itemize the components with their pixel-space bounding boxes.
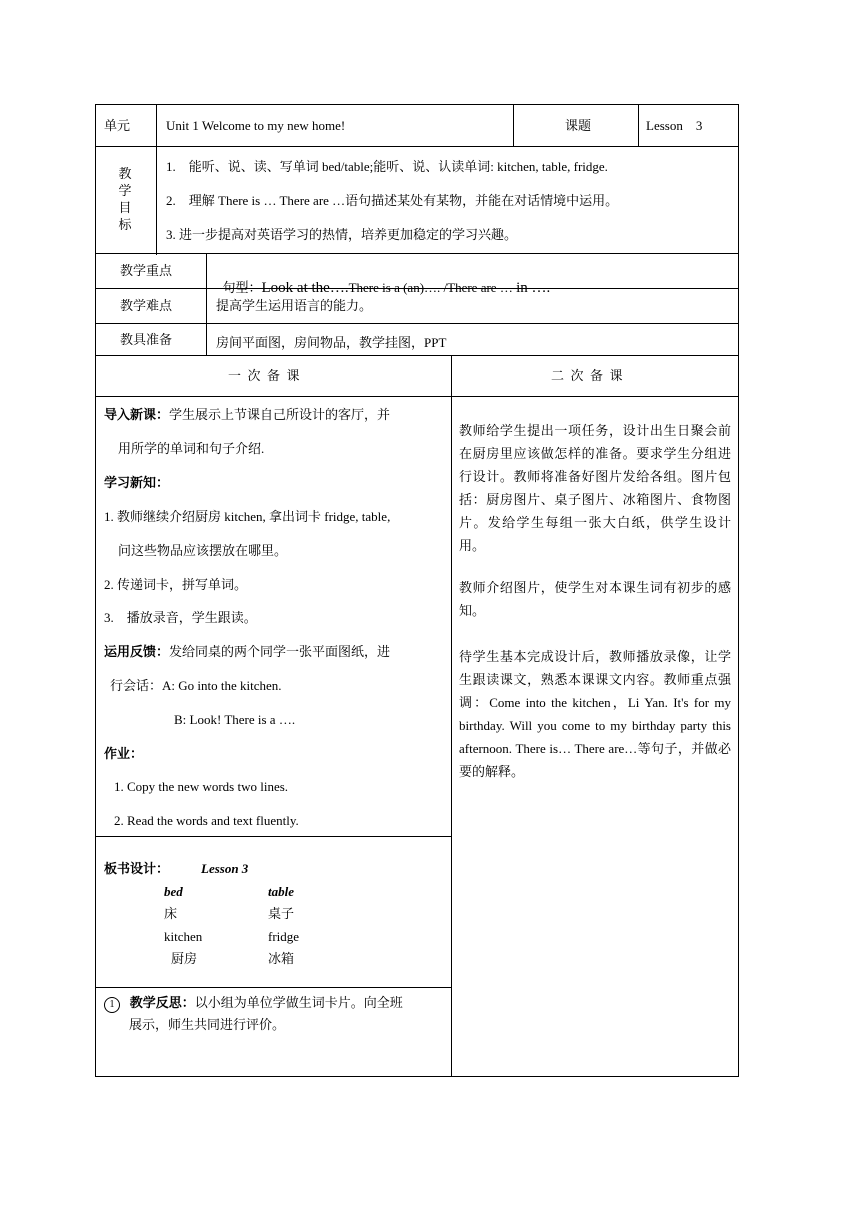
second-prep-paragraph: 教师给学生提出一项任务，设计出生日聚会前在厨房里应该做怎样的准备。要求学生分组进行设计。教师将准备好图片发给各组。图片包括：厨房图片、桌子图片、冰箱图片、食物图片。发给学生每组一张大白纸，供学生设计用。 bbox=[459, 423, 731, 553]
key-point-value bbox=[216, 261, 550, 297]
intro-line bbox=[104, 406, 390, 424]
second-prep-paragraph: 教师介绍图片，使学生对本课生词有初步的感知。 bbox=[459, 580, 731, 618]
row-divider bbox=[95, 355, 739, 356]
board-lesson: Lesson 3 bbox=[201, 861, 249, 876]
reflection-title: 教学反思： bbox=[129, 995, 195, 1010]
objective-item: 1. 能听、说、读、写单词 bed/table;能听、说、认读单词: kitchen, table, fridge. bbox=[166, 159, 608, 174]
objective-item: 3. 进一步提高对英语学习的热情，培养更加稳定的学习兴趣。 bbox=[166, 227, 518, 242]
circled-number: 1 bbox=[104, 997, 120, 1013]
difficulty-label: 教学难点 bbox=[120, 298, 173, 313]
learn-title: 学习新知： bbox=[104, 475, 170, 490]
row-divider bbox=[95, 836, 451, 837]
board-word-cn: 厨房 bbox=[171, 951, 198, 966]
topic-value: Lesson 3 bbox=[646, 118, 703, 133]
dialogue-a: 行会话：A: Go into the kitchen. bbox=[110, 678, 282, 693]
row-divider bbox=[95, 146, 739, 147]
reflection-line bbox=[104, 994, 403, 1013]
second-prep-paragraph: 待学生基本完成设计后，教师播放录像，让学生跟读课文，熟悉本课课文内容。教师重点强调：Come into the kitchen，Li Yan. It's for my birthday. Will you come to my birthday party this afternoon. There is… There are…等句子，并做必要的解释。 bbox=[459, 649, 731, 779]
col-divider bbox=[513, 104, 514, 146]
first-prep-header: 一 次 备 课 bbox=[228, 368, 300, 383]
board-word: table bbox=[268, 884, 294, 899]
feedback-text: 发给同桌的两个同学一张平面图纸，进 bbox=[169, 644, 391, 659]
board-word: kitchen bbox=[164, 929, 203, 944]
col-divider bbox=[451, 355, 452, 1077]
objective-item: 2. 理解 There is … There are …语句描述某处有某物，并能在对话情境中运用。 bbox=[166, 193, 619, 208]
learn-item: 3. 播放录音，学生跟读。 bbox=[104, 610, 257, 625]
intro-title: 导入新课： bbox=[104, 407, 170, 422]
homework-item: 1. Copy the new words two lines. bbox=[114, 779, 289, 794]
key-point-large2: in …. bbox=[516, 280, 551, 296]
row-divider bbox=[95, 396, 739, 397]
learn-item-cont: 问这些物品应该摆放在哪里。 bbox=[118, 543, 288, 558]
key-point-large1: Look at the…. bbox=[261, 280, 349, 296]
board-word: fridge bbox=[268, 929, 300, 944]
homework-item: 2. Read the words and text fluently. bbox=[114, 813, 299, 828]
feedback-title: 运用反馈： bbox=[104, 644, 170, 659]
board-word-cn: 冰箱 bbox=[268, 951, 295, 966]
key-point-prefix: 句型： bbox=[222, 280, 262, 295]
dialogue-b: B: Look! There is a …. bbox=[174, 712, 296, 727]
board-word-cn: 桌子 bbox=[268, 906, 295, 921]
key-point-label: 教学重点 bbox=[120, 263, 173, 278]
learn-item: 2. 传递词卡，拼写单词。 bbox=[104, 577, 248, 592]
second-prep-header: 二 次 备 课 bbox=[551, 368, 623, 383]
materials-label: 教具准备 bbox=[120, 332, 173, 347]
intro-text-cont: 用所学的单词和句子介绍. bbox=[118, 441, 265, 456]
col-divider bbox=[206, 253, 207, 355]
objectives-label-char: 标 bbox=[118, 217, 132, 232]
homework-title: 作业： bbox=[104, 746, 144, 761]
reflection-text: 以小组为单位学做生词卡片。向全班 bbox=[194, 995, 403, 1010]
col-divider bbox=[638, 104, 639, 146]
feedback-line bbox=[104, 643, 390, 661]
objectives-label-char: 教 bbox=[118, 166, 132, 181]
key-point-mid: There is a (an)…. /There are … bbox=[348, 280, 517, 295]
unit-value: Unit 1 Welcome to my new home! bbox=[166, 118, 346, 133]
intro-text: 学生展示上节课自己所设计的客厅，并 bbox=[169, 407, 391, 422]
row-divider bbox=[95, 987, 451, 988]
difficulty-value: 提高学生运用语言的能力。 bbox=[216, 298, 373, 313]
reflection-text-cont: 展示，师生共同进行评价。 bbox=[129, 1017, 286, 1032]
topic-label: 课题 bbox=[565, 118, 592, 133]
board-word: bed bbox=[164, 884, 183, 899]
row-divider bbox=[95, 323, 739, 324]
materials-value: 房间平面图，房间物品，教学挂图，PPT bbox=[216, 335, 447, 350]
row-divider bbox=[95, 253, 739, 254]
board-title: 板书设计： bbox=[104, 861, 170, 876]
objectives-label-char: 学 bbox=[118, 183, 132, 198]
board-word-cn: 床 bbox=[164, 906, 178, 921]
objectives-label-char: 目 bbox=[118, 200, 132, 215]
col-divider bbox=[156, 104, 157, 255]
learn-item: 1. 教师继续介绍厨房 kitchen, 拿出词卡 fridge, table, bbox=[104, 509, 391, 524]
unit-label: 单元 bbox=[104, 118, 131, 133]
